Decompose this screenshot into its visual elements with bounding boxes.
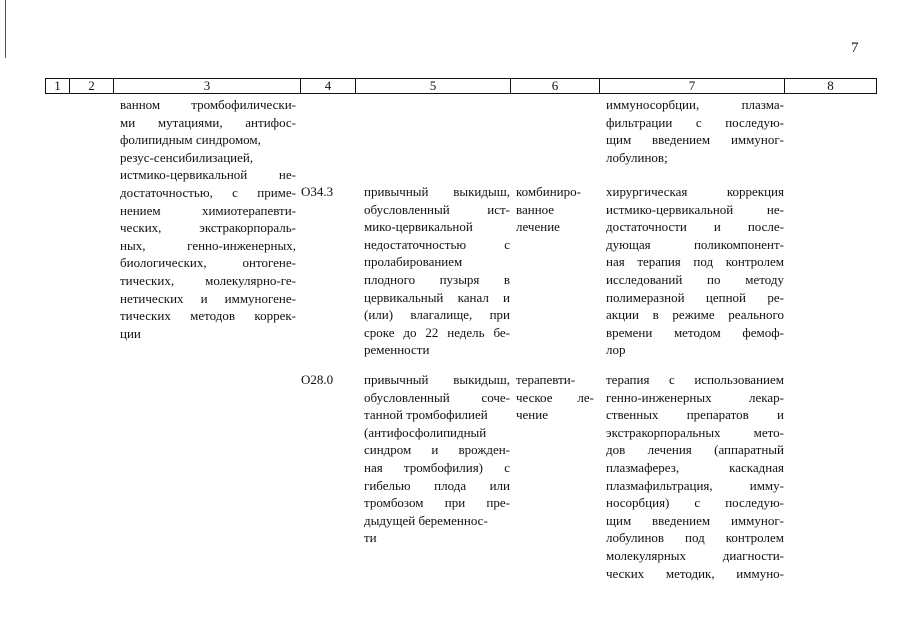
col3-text	[120, 96, 296, 342]
row2-col5-line: (антифосфолипидный	[364, 424, 487, 440]
row2-col5	[364, 371, 510, 547]
row2-col7-line: носорбция) с последую-	[606, 495, 784, 511]
row2-col7-line: ственных препаратов и	[606, 407, 784, 423]
row2-col5-line: танной тромбофилией	[364, 407, 488, 423]
col3-line: нетических и иммуногене-	[120, 290, 296, 306]
row2-col6-line: терапевти-	[516, 372, 576, 387]
row1-code: O34.3	[301, 184, 334, 199]
header-col-8: 8	[827, 78, 834, 93]
row1-col5-line: сроке до 22 недель бе-	[364, 324, 510, 340]
row2-col7-line: молекулярных диагности-	[606, 547, 784, 563]
row2-col7-line: лобулинов под контролем	[606, 530, 784, 546]
col3-line: ческих, экстракорпораль-	[120, 220, 296, 236]
row2-col5-line: тромбозом при пре-	[364, 495, 510, 511]
row1-col5-line: мико-цервикальной	[364, 219, 473, 235]
row2-col5-line: ти	[364, 530, 377, 546]
row2-col7-line: щим введением иммуног-	[606, 512, 784, 528]
row2-col6-line: ческое ле-	[516, 389, 594, 405]
row2-col5-line: дыдущей беременнос-	[364, 512, 488, 528]
header-col-5: 5	[356, 79, 511, 93]
row1-col5-line: (или) влагалище, при	[364, 307, 510, 323]
col3-line: истмико-цервикальной не-	[120, 167, 296, 183]
row1-col5-line: цервикальный канал и	[364, 289, 510, 305]
row1-col7-line: исследований по методу	[606, 271, 784, 287]
row1-col5-line: привычный выкидыш,	[364, 184, 510, 199]
col7-line: фильтрации с последую-	[606, 114, 784, 130]
row1-col7-line: хирургическая коррекция	[606, 184, 784, 199]
row2-col5-line: обусловленный соче-	[364, 389, 510, 405]
row1-col5-line: недостаточностью с	[364, 236, 510, 252]
margin-rule	[5, 0, 6, 58]
row1-col6-line: комбиниро-	[516, 184, 581, 199]
row2-col7-line: экстракорпоральных мето-	[606, 424, 784, 440]
row2-col7-line: генно-инженерных лекар-	[606, 389, 784, 405]
page-number: 7	[851, 40, 859, 56]
row1-col7-line: дующая поликомпонент-	[606, 236, 784, 252]
row1-col7-line: ная терапия под контролем	[606, 254, 784, 270]
col3-line: нением химиотерапевти-	[120, 202, 296, 218]
col7-line: щим введением иммуног-	[606, 132, 784, 148]
row1-col7-line: лор	[606, 342, 626, 358]
header-col-3: 3	[114, 79, 301, 93]
header-col-1: 1	[46, 79, 70, 93]
header-col-4: 4	[301, 79, 356, 93]
col3-line: ми мутациями, антифос-	[120, 114, 296, 130]
col3-line: ции	[120, 325, 141, 341]
row1-col5-line: пролабированием	[364, 254, 463, 270]
row1-col7-line: полимеразной цепной ре-	[606, 289, 784, 305]
row2-col5-line: синдром и врожден-	[364, 442, 510, 458]
row1-col5-line: обусловленный ист-	[364, 201, 510, 217]
row2-col6-line: чение	[516, 407, 548, 423]
col7-line: иммуносорбции, плазма-	[606, 97, 784, 112]
row1-col7-line: акции в режиме реального	[606, 307, 784, 323]
col3-line: биологических, онтогене-	[120, 255, 296, 271]
row2-col5-line: привычный выкидыш,	[364, 372, 510, 387]
row1-col6-line: ванное	[516, 201, 555, 217]
row1-col7	[606, 183, 784, 359]
row2-col7	[606, 371, 784, 582]
col7-line: лобулинов;	[606, 149, 668, 165]
row2-col7-line: плазмаферез, каскадная	[606, 459, 784, 475]
row1-col6-line: лечение	[516, 219, 560, 235]
header-col-2: 2	[70, 79, 114, 93]
col3-line: ных, генно-инженерных,	[120, 237, 296, 253]
row1-col7-line: времени методом фемоф-	[606, 324, 784, 340]
table-header-row	[45, 78, 877, 94]
col3-line: тических методов коррек-	[120, 308, 296, 324]
row2-col5-line: гибелью плода или	[364, 477, 510, 493]
row1-col7-line: истмико-цервикальной не-	[606, 201, 784, 217]
row2-col7-line: терапия с использованием	[606, 372, 784, 387]
row2-col7-line: ческих методик, иммуно-	[606, 565, 784, 581]
row2-col7-line: дов лечения (аппаратный	[606, 442, 784, 458]
row2-col5-line: ная тромбофилия) с	[364, 459, 510, 475]
row1-col5-line: плодного пузыря в	[364, 271, 510, 287]
row1-col5	[364, 183, 510, 359]
header-col-6: 6	[511, 79, 600, 93]
header-col-7: 7	[600, 79, 785, 93]
row1-col7-line: достаточности и после-	[606, 219, 784, 235]
col3-line: тических, молекулярно-ге-	[120, 272, 296, 288]
row2-code: O28.0	[301, 372, 334, 387]
row1-col5-line: ременности	[364, 342, 430, 358]
row1-col6	[516, 183, 594, 236]
row2-col7-line: плазмафильтрация, имму-	[606, 477, 784, 493]
col7-top-text	[606, 96, 784, 166]
col3-line: достаточностью, с приме-	[120, 184, 296, 200]
col3-line: резус-сенсибилизацией,	[120, 149, 254, 165]
col3-line: фолипидным синдромом,	[120, 132, 261, 148]
row2-col6	[516, 371, 594, 424]
col3-line: ванном тромбофилически-	[120, 97, 296, 112]
